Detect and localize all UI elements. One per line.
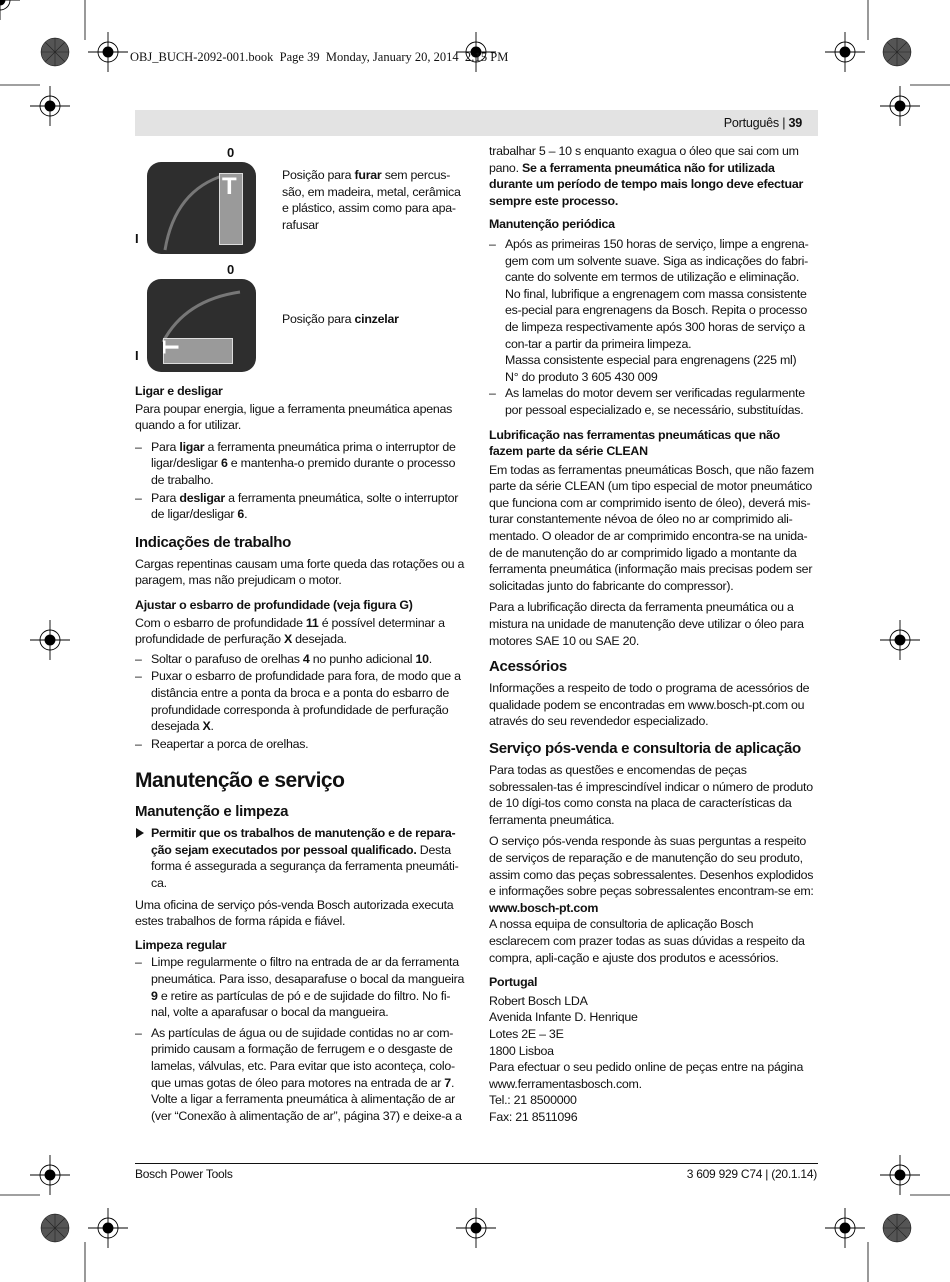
- bold: 11: [305, 615, 319, 630]
- periodic-item-2: – As lamelas do motor devem ser verificadas regularmente por pessoal especializado e, se necessário, substituídas.: [489, 385, 817, 418]
- bold: 9: [151, 988, 158, 1003]
- right-column: [489, 143, 817, 1125]
- bold: 6: [237, 507, 245, 522]
- text: e retire as partículas de pó e de sujidade do filtro. No fi-nal, volte a aparafusar o bocal da mangueira.: [151, 988, 451, 1020]
- text: .: [244, 507, 248, 522]
- maintenance-subheading: Manutenção e limpeza: [135, 803, 289, 821]
- text: desejada.: [291, 632, 347, 647]
- text: Para: [151, 490, 180, 505]
- service-text-1: Para todas as questões e encomendas de peças sobressalen-tas é imprescindível indicar o número de produto de 10 dígi-tos como consta na placa de características da ferramenta pneumática.: [489, 763, 813, 827]
- address-line: Lotes 2E – 3E: [489, 1026, 564, 1041]
- running-head-separator: |: [778, 116, 789, 130]
- bold: 4: [302, 651, 310, 666]
- text: As partículas de água ou de sujidade contidas no ar com-primido causam a formação de ferrugem e o desgaste de lamelas, válvulas, etc. Para evitar que isto aconteça, colo-que umas gotas de óleo para motores na entrada de ar: [151, 1025, 455, 1090]
- cleaning-heading: Limpeza regular: [135, 937, 227, 952]
- mode-diagram-chisel: [135, 262, 270, 374]
- service-url[interactable]: www.bosch-pt.com: [489, 900, 599, 915]
- bold: X: [202, 719, 211, 734]
- drill-caption-bold: furar: [354, 168, 382, 182]
- on-off-item-1: [135, 439, 465, 489]
- lubrication-heading: Lubrificação nas ferramentas pneumáticas que não fazem parte da série CLEAN: [489, 427, 780, 459]
- bold: 6: [220, 456, 228, 471]
- on-off-item-2: [135, 490, 465, 523]
- grease-note: Massa consistente especial para engrenagens (225 ml): [505, 353, 797, 368]
- cleaning-item-1: [135, 954, 465, 1020]
- bold: X: [283, 632, 292, 647]
- bold: 7: [444, 1075, 451, 1090]
- print-header: OBJ_BUCH-2092-001.book Page 39 Monday, January 20, 2014 2:15 PM: [130, 50, 509, 64]
- text: é possível determinar a profundidade de perfuração: [135, 615, 445, 647]
- text: Puxar o esbarro de profundidade para fora, de modo que a distância entre a ponta da broca e a ponta do esbarro de profundidade corresponda à profundidade de perfuração desejada: [151, 669, 461, 734]
- address-line: 1800 Lisboa: [489, 1043, 554, 1058]
- drill-caption-post: sem percus-são, em madeira, metal, cerâmica e plástico, assim como para apa-rafusar: [282, 168, 461, 232]
- lubrication-text-1: Em todas as ferramentas pneumáticas Bosch, que não fazem parte da série CLEAN (um tipo especial de motor pneumático que funciona com ar comprimido isento de óleo), deverá mis-turar constantemente névoa de óleo no ar comprimido ali-mentado. O oleador de ar comprimido encontra-se na unida-de de manutenção do ar comprimido ligado a montante da ferramenta pneumática (informação mais precisas podem ser solicitadas junto do fabricante do compressor).: [489, 462, 814, 593]
- text: Limpe regularmente o filtro na entrada de ar da ferramenta pneumática. Para isso, desaparafuse o bocal da mangueira: [151, 955, 465, 987]
- footer-left: Bosch Power Tools: [135, 1167, 233, 1181]
- lubrication-text-2: Para a lubrificação directa da ferramenta pneumática ou a mistura na unidade de manutenção deve utilizar o óleo para motores SAE 10 ou SAE 20.: [489, 600, 804, 648]
- work-heading: Indicações de trabalho: [135, 533, 291, 551]
- cleaning-item-2: [135, 1025, 465, 1125]
- on-off-text: Para poupar energia, ligue a ferramenta pneumática apenas quando a for utilizar.: [135, 401, 453, 433]
- text: no punho adicional: [309, 651, 416, 666]
- text: a ferramenta pneumática, solte o interruptor de ligar/desligar: [151, 490, 459, 522]
- running-head-bar: [135, 110, 818, 136]
- on-off-heading: Ligar e desligar: [135, 384, 223, 398]
- text: trabalhar 5 – 10 s enquanto exagua o óleo que sai com um pano.: [489, 144, 799, 175]
- depth-item-1: [135, 651, 465, 668]
- footer-right: 3 609 929 C74 | (20.1.14): [686, 1167, 817, 1181]
- position-label-one: I: [135, 348, 139, 363]
- maintenance-warning: [135, 825, 465, 891]
- service-text-3: A nossa equipa de consultoria de aplicação Bosch esclarecem com prazer todas as suas dúvidas a respeito da compra, apli-cação e ajuste dos produtos e acessórios.: [489, 917, 805, 965]
- bold: 10: [415, 651, 429, 666]
- bold: desligar: [179, 490, 225, 505]
- service-text-2: O serviço pós-venda responde às suas perguntas a respeito de serviços de reparação e de manutenção do seu produto, assim como das peças sobressalentes. Desenhos explodidos e informações sobre peças sobressalentes encontram-se em:: [489, 834, 814, 899]
- online-order-text: Para efectuar o seu pedido online de peças entre na página www.ferramentasbosch.com.: [489, 1060, 804, 1091]
- depth-text: [135, 615, 465, 648]
- address-line: Avenida Infante D. Henrique: [489, 1010, 638, 1025]
- periodic-item-1: – Após as primeiras 150 horas de serviço, limpe a engrena-gem com um solvente suave. Siga as indicações do fabri-cante do solvente em termos de utilização e eliminação. No final, lubrifique a engrenagem com massa consistente es-pecial para engrenagens da Bosch. Repita o processo de limpeza respectivamente após 300 horas de serviço a con-tar a partir da primeira limpeza.: [489, 236, 817, 352]
- chisel-mode-caption: [282, 311, 399, 328]
- dial-arc-drill: [135, 145, 270, 255]
- footer-rule: [135, 1163, 818, 1164]
- chisel-caption-pre: Posição para: [282, 312, 355, 326]
- address-line: Robert Bosch LDA: [489, 993, 588, 1008]
- left-column: [135, 383, 465, 1125]
- accessories-text: Informações a respeito de todo o programa de acessórios de qualidade podem se encontradas em www.bosch-pt.com ou através do seu revendedor especializado.: [489, 681, 810, 729]
- text: .: [428, 651, 432, 666]
- running-head-language: Português: [723, 116, 779, 130]
- chisel-t-symbol: T: [158, 340, 184, 354]
- text: e mantenha-o premido durante o processo de trabalho.: [151, 456, 456, 487]
- depth-item-3: – Reapertar a porca de orelhas.: [135, 736, 465, 753]
- text: a ferramenta pneumática prima o interruptor de ligar/desligar: [151, 439, 456, 471]
- work-text: Cargas repentinas causam uma forte queda das rotações ou a paragem, mas não prejudicam o motor.: [135, 556, 465, 588]
- service-heading: Serviço pós-venda e consultoria de aplicação: [489, 740, 801, 757]
- position-label-one: I: [135, 231, 139, 246]
- bold: Permitir que os trabalhos de manutenção e de repara-ção sejam executados por pessoal qualificado.: [151, 826, 456, 857]
- position-label-zero: 0: [227, 262, 235, 277]
- fax: Fax: 21 8511096: [489, 1109, 578, 1124]
- drill-t-symbol: T: [222, 173, 237, 200]
- text: . Volte a ligar a ferramenta pneumática à alimentação de ar (ver “Conexão à alimentação de ar”, página 37) e deixe-a a: [151, 1075, 462, 1123]
- page-number: 39: [788, 116, 802, 130]
- maintenance-heading: Manutenção e serviço: [135, 769, 345, 793]
- text: Desta forma é assegurada a segurança da ferramenta pneumáti-ca.: [151, 842, 459, 891]
- phone: Tel.: 21 8500000: [489, 1093, 577, 1108]
- position-label-zero: 0: [227, 145, 235, 160]
- mode-diagram-drill: [135, 145, 270, 255]
- text: Soltar o parafuso de orelhas: [151, 651, 303, 666]
- chisel-caption-bold: cinzelar: [354, 312, 399, 326]
- text: .: [210, 719, 214, 734]
- drill-mode-caption: [282, 167, 467, 233]
- accessories-heading: Acessórios: [489, 658, 567, 676]
- country-heading: Portugal: [489, 975, 538, 990]
- running-head: [724, 115, 802, 132]
- text: Com o esbarro de profundidade: [135, 615, 306, 630]
- bold: Se a ferramenta pneumática não for utilizada durante um período de tempo mais longo deve efectuar sempre este processo.: [489, 160, 804, 208]
- bold: ligar: [179, 439, 205, 454]
- periodic-heading: Manutenção periódica: [489, 217, 615, 232]
- text: Para: [151, 439, 180, 454]
- maintenance-text: Uma oficina de serviço pós-venda Bosch autorizada executa estes trabalhos de forma rápida e fiável.: [135, 897, 454, 929]
- continued-text: [489, 143, 817, 209]
- grease-part-number: N° do produto 3 605 430 009: [505, 369, 658, 384]
- depth-item-2: [135, 668, 465, 734]
- drill-caption-pre: Posição para: [282, 168, 355, 182]
- depth-heading: Ajustar o esbarro de profundidade (veja figura G): [135, 597, 413, 612]
